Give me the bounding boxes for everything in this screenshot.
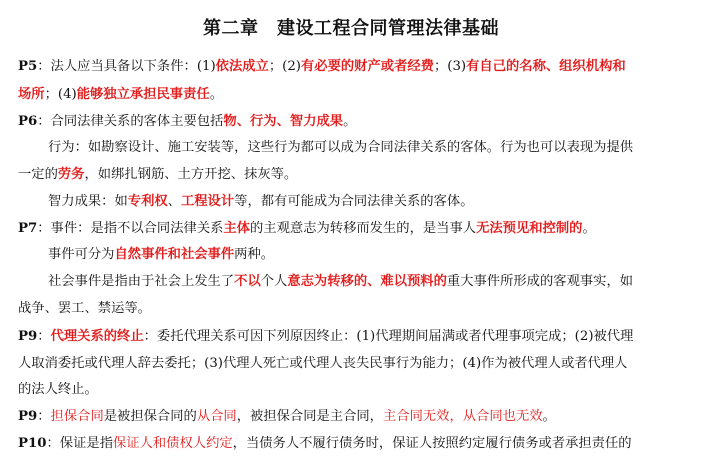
highlight-text: 保证人和债权人约定: [113, 436, 233, 451]
highlight-text: 能够独立承担民事责任: [76, 87, 210, 102]
text-line-behavior-cont: [18, 166, 684, 184]
highlight-text: 自然事件和社会事件: [114, 247, 235, 262]
highlight-text: 有自己的名称、组织机构和: [466, 59, 626, 74]
body-text: ，被担保合同是主合同，: [236, 409, 383, 424]
highlight-text: 有必要的财产或者经费: [301, 59, 434, 74]
body-text: 两种。: [234, 247, 275, 262]
section-label: P7: [18, 221, 38, 236]
highlight-text: 场所: [18, 87, 45, 102]
text-line-p9-agency-cont: [18, 355, 684, 373]
text-line-behavior: [48, 139, 684, 157]
text-line-intellectual: [48, 193, 684, 211]
chapter-title: 第二章 建设工程合同管理法律基础: [203, 18, 499, 39]
body-text: ；(3): [433, 59, 467, 74]
body-text: 。: [209, 87, 223, 102]
text-line-p10: [18, 435, 684, 453]
text-line-p6: [18, 113, 684, 131]
body-text: 是被担保合同的: [103, 409, 197, 424]
highlight-text: 工程设计: [180, 194, 235, 209]
body-text: 智力成果：如: [48, 194, 128, 209]
body-text: ：事件：是指不以合同法律关系: [37, 221, 224, 236]
text-line-social-event-cont: [18, 300, 684, 318]
text-line-p9-guarantee: [18, 408, 684, 426]
body-text: 战争、罢工、禁运等。: [18, 301, 151, 316]
body-text: 人取消委托或代理人辞去委托；(3)代理人死亡或代理人丧失民事行为能力；(4)作为被代理人或者代理人: [18, 356, 628, 371]
body-text: 行为：如勘察设计、施工安装等，这些行为都可以成为合同法律关系的客体。行为也可以表现为提供: [48, 140, 634, 155]
body-text: 一定的: [18, 167, 58, 182]
text-line-p9-agency-end: [18, 381, 684, 399]
body-text: ，如绑扎钢筋、土方开挖、抹灰等。: [84, 167, 298, 182]
body-text: 。: [542, 409, 556, 424]
body-text: 。: [343, 114, 357, 129]
body-text: ：合同法律关系的客体主要包括: [37, 114, 224, 129]
body-text: 社会事件是指由于社会上发生了: [48, 274, 235, 289]
text-line-event-types: [48, 246, 684, 264]
body-text: 的法人终止。: [18, 382, 98, 397]
body-text: 重大事件所形成的客观事实，如: [446, 274, 634, 289]
highlight-text: 专利权: [127, 194, 168, 209]
text-line-p7: [18, 220, 684, 238]
text-line-social-event: [48, 273, 684, 291]
text-line-p9-agency: [18, 328, 684, 346]
text-line-p5-cont: [18, 86, 684, 104]
section-label: P9: [18, 329, 38, 344]
highlight-text: 从合同: [196, 409, 237, 424]
body-text: ：法人应当具备以下条件：(1): [37, 59, 216, 74]
highlight-text: 不以: [234, 274, 261, 289]
body-text: 等，都有可能成为合同法律关系的客体。: [234, 194, 474, 209]
body-text: ：保证是指: [46, 436, 113, 451]
highlight-text: 无法预见和控制的: [476, 221, 583, 236]
highlight-text: 劳务: [57, 167, 85, 182]
text-line-p5: [18, 58, 684, 76]
body-text: 。: [582, 221, 596, 236]
body-text: ；(4): [44, 87, 77, 102]
body-text: ：委托代理关系可因下列原因终止：(1)代理期间届满或者代理事项完成；(2)被代理: [143, 329, 634, 344]
highlight-text: 意志为转移的、难以预料的: [287, 274, 447, 289]
section-label: P9: [18, 409, 38, 424]
body-text: ；(2): [268, 59, 301, 74]
highlight-text: 主体: [223, 221, 251, 236]
highlight-text: 担保合同: [50, 409, 104, 424]
body-text: 的主观意志为转移而发生的，是当事人: [250, 221, 477, 236]
highlight-text: 主合同无效，从合同也无效: [382, 409, 543, 424]
highlight-text: 代理关系的终止: [50, 329, 144, 344]
highlight-text: 依法成立: [215, 59, 269, 74]
section-label: P5: [18, 59, 38, 74]
section-label: P10: [18, 436, 47, 451]
highlight-text: 物、行为、智力成果: [223, 114, 344, 129]
body-text: 个人: [260, 274, 288, 289]
body-text: 、: [167, 194, 181, 209]
body-text: ，当债务人不履行债务时，保证人按照约定履行债务或者承担责任的: [232, 436, 632, 451]
body-text: 事件可分为: [48, 247, 115, 262]
section-label: P6: [18, 114, 38, 129]
body-text: ：: [37, 409, 51, 424]
body-text: ：: [37, 329, 51, 344]
